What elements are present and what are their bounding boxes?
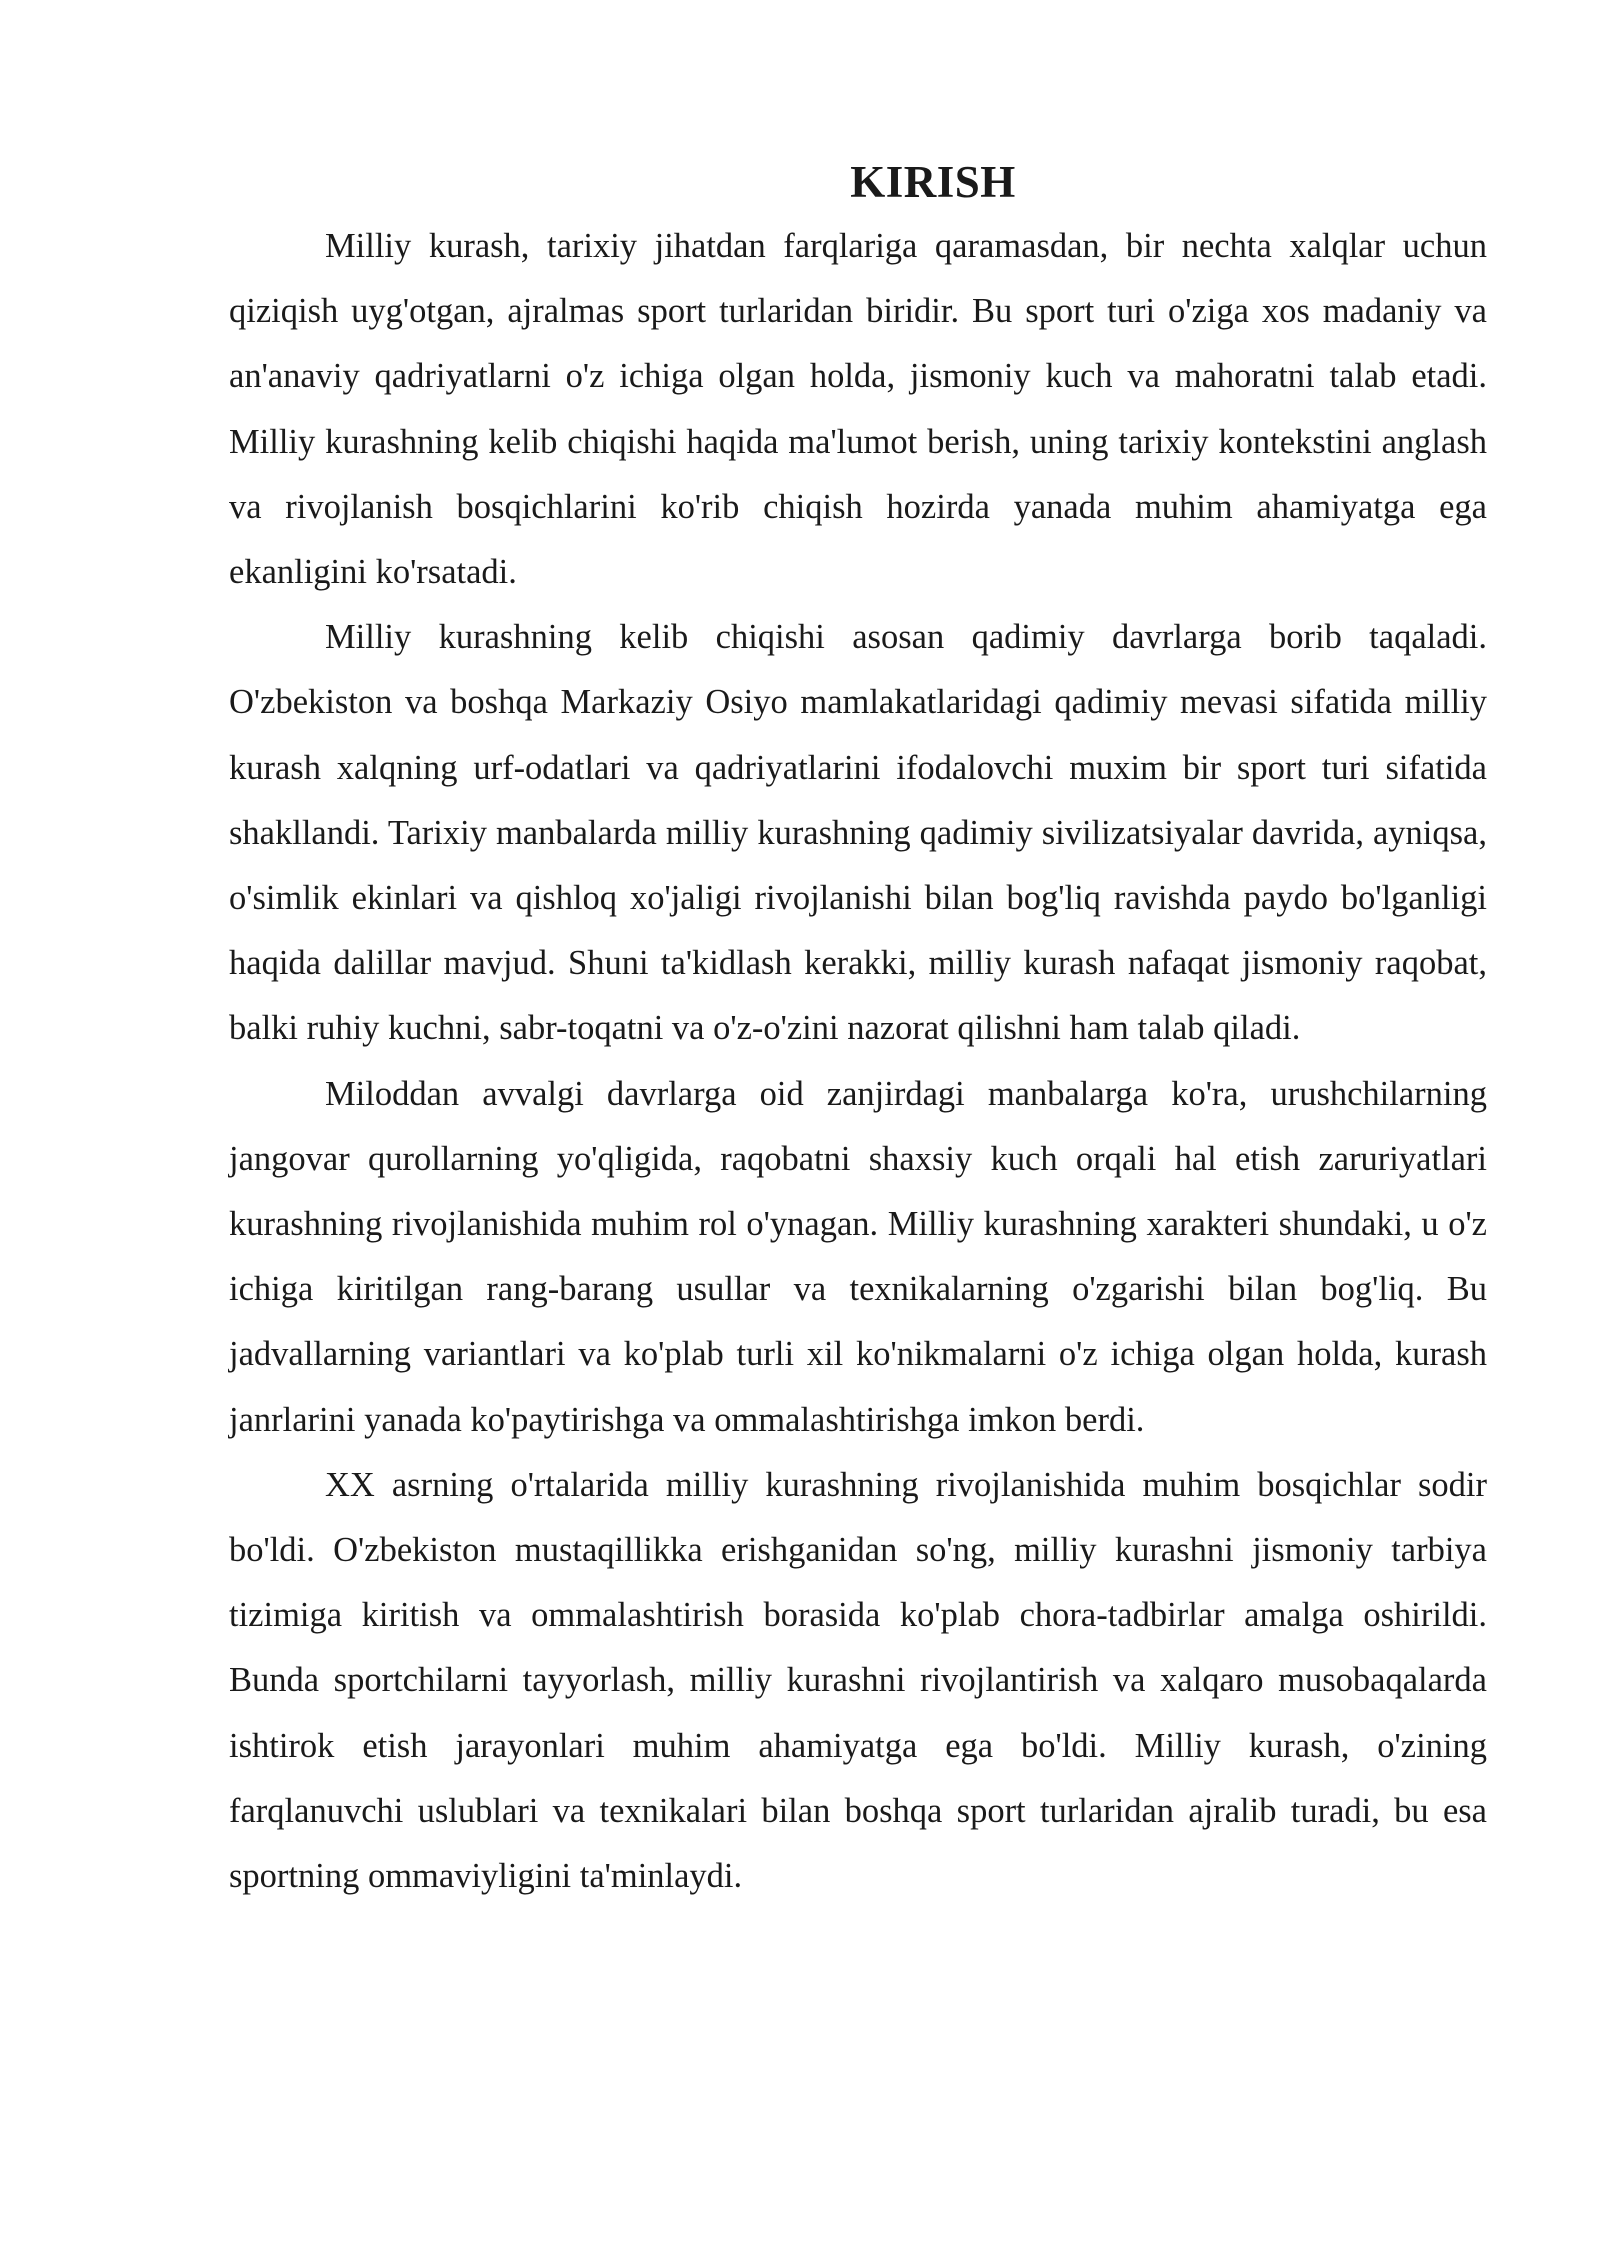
paragraph-2: Milliy kurashning kelib chiqishi asosan qadimiy davrlarga borib taqaladi. O'zbekiston va boshqa Markaziy Osiyo mamlakatlaridagi qadimiy mevasi sifatida milliy kurash xalqning urf-odatlari va qadriyatlarini ifodalovchi muxim bir sport turi sifatida shakllandi. Tarixiy manbalarda milliy kurashning qadimiy sivilizatsiyalar davrida, ayniqsa, o'simlik ekinlari va qishloq xo'jaligi rivojlanishi bilan bog'liq ravishda paydo bo'lganligi haqida dalillar mavjud. Shuni ta'kidlash kerakki, milliy kurash nafaqat jismoniy raqobat, balki ruhiy kuchni, sabr-toqatni va o'z-o'zini nazorat qilishni ham talab qiladi. — [229, 618, 1487, 1048]
paragraph-4: XX asrning o'rtalarida milliy kurashning rivojlanishida muhim bosqichlar sodir bo'ldi. O'zbekiston mustaqillikka erishganidan so'ng, milliy kurashni jismoniy tarbiya tizimiga kiritish va ommalashtirish borasida ko'plab chora-tadbirlar amalga oshirildi. Bunda sportchilarni tayyorlash, milliy kurashni rivojlantirish va xalqaro musobaqalarda ishtirok etish jarayonlari muhim ahamiyatga ega bo'ldi. Milliy kurash, o'zining farqlanuvchi uslublari va texnikalari bilan boshqa sport turlaridan ajralib turadi, bu esa sportning ommaviyligini ta'minlaydi. — [229, 1465, 1487, 1896]
paragraph-3: Miloddan avvalgi davrlarga oid zanjirdagi manbalarga ko'ra, urushchilarning jangovar qurollarning yo'qligida, raqobatni shaxsiy kuch orqali hal etish zaruriyatlari kurashning rivojlanishida muhim rol o'ynagan. Milliy kurashning xarakteri shundaki, u o'z ichiga kiritilgan rang-barang usullar va texnikalarning o'zgarishi bilan bog'liq. Bu jadvallarning variantlari va ko'plab turli xil ko'nikmalarni o'z ichiga olgan holda, kurash janrlarini yanada ko'paytirishga va ommalashtirishga imkon berdi. — [229, 1074, 1487, 1439]
document-page — [229, 150, 1487, 1909]
paragraph-1: Milliy kurash, tarixiy jihatdan farqlariga qaramasdan, bir nechta xalqlar uchun qiziqish uyg'otgan, ajralmas sport turlaridan biridir. Bu sport turi o'ziga xos madaniy va an'anaviy qadriyatlarni o'z ichiga olgan holda, jismoniy kuch va mahoratni talab etadi. Milliy kurashning kelib chiqishi haqida ma'lumot berish, uning tarixiy kontekstini anglash va rivojlanish bosqichlarini ko'rib chiqish hozirda yanada muhim ahamiyatga ega ekanligini ko'rsatadi. — [229, 227, 1487, 592]
page-title: KIRISH — [850, 157, 1016, 207]
